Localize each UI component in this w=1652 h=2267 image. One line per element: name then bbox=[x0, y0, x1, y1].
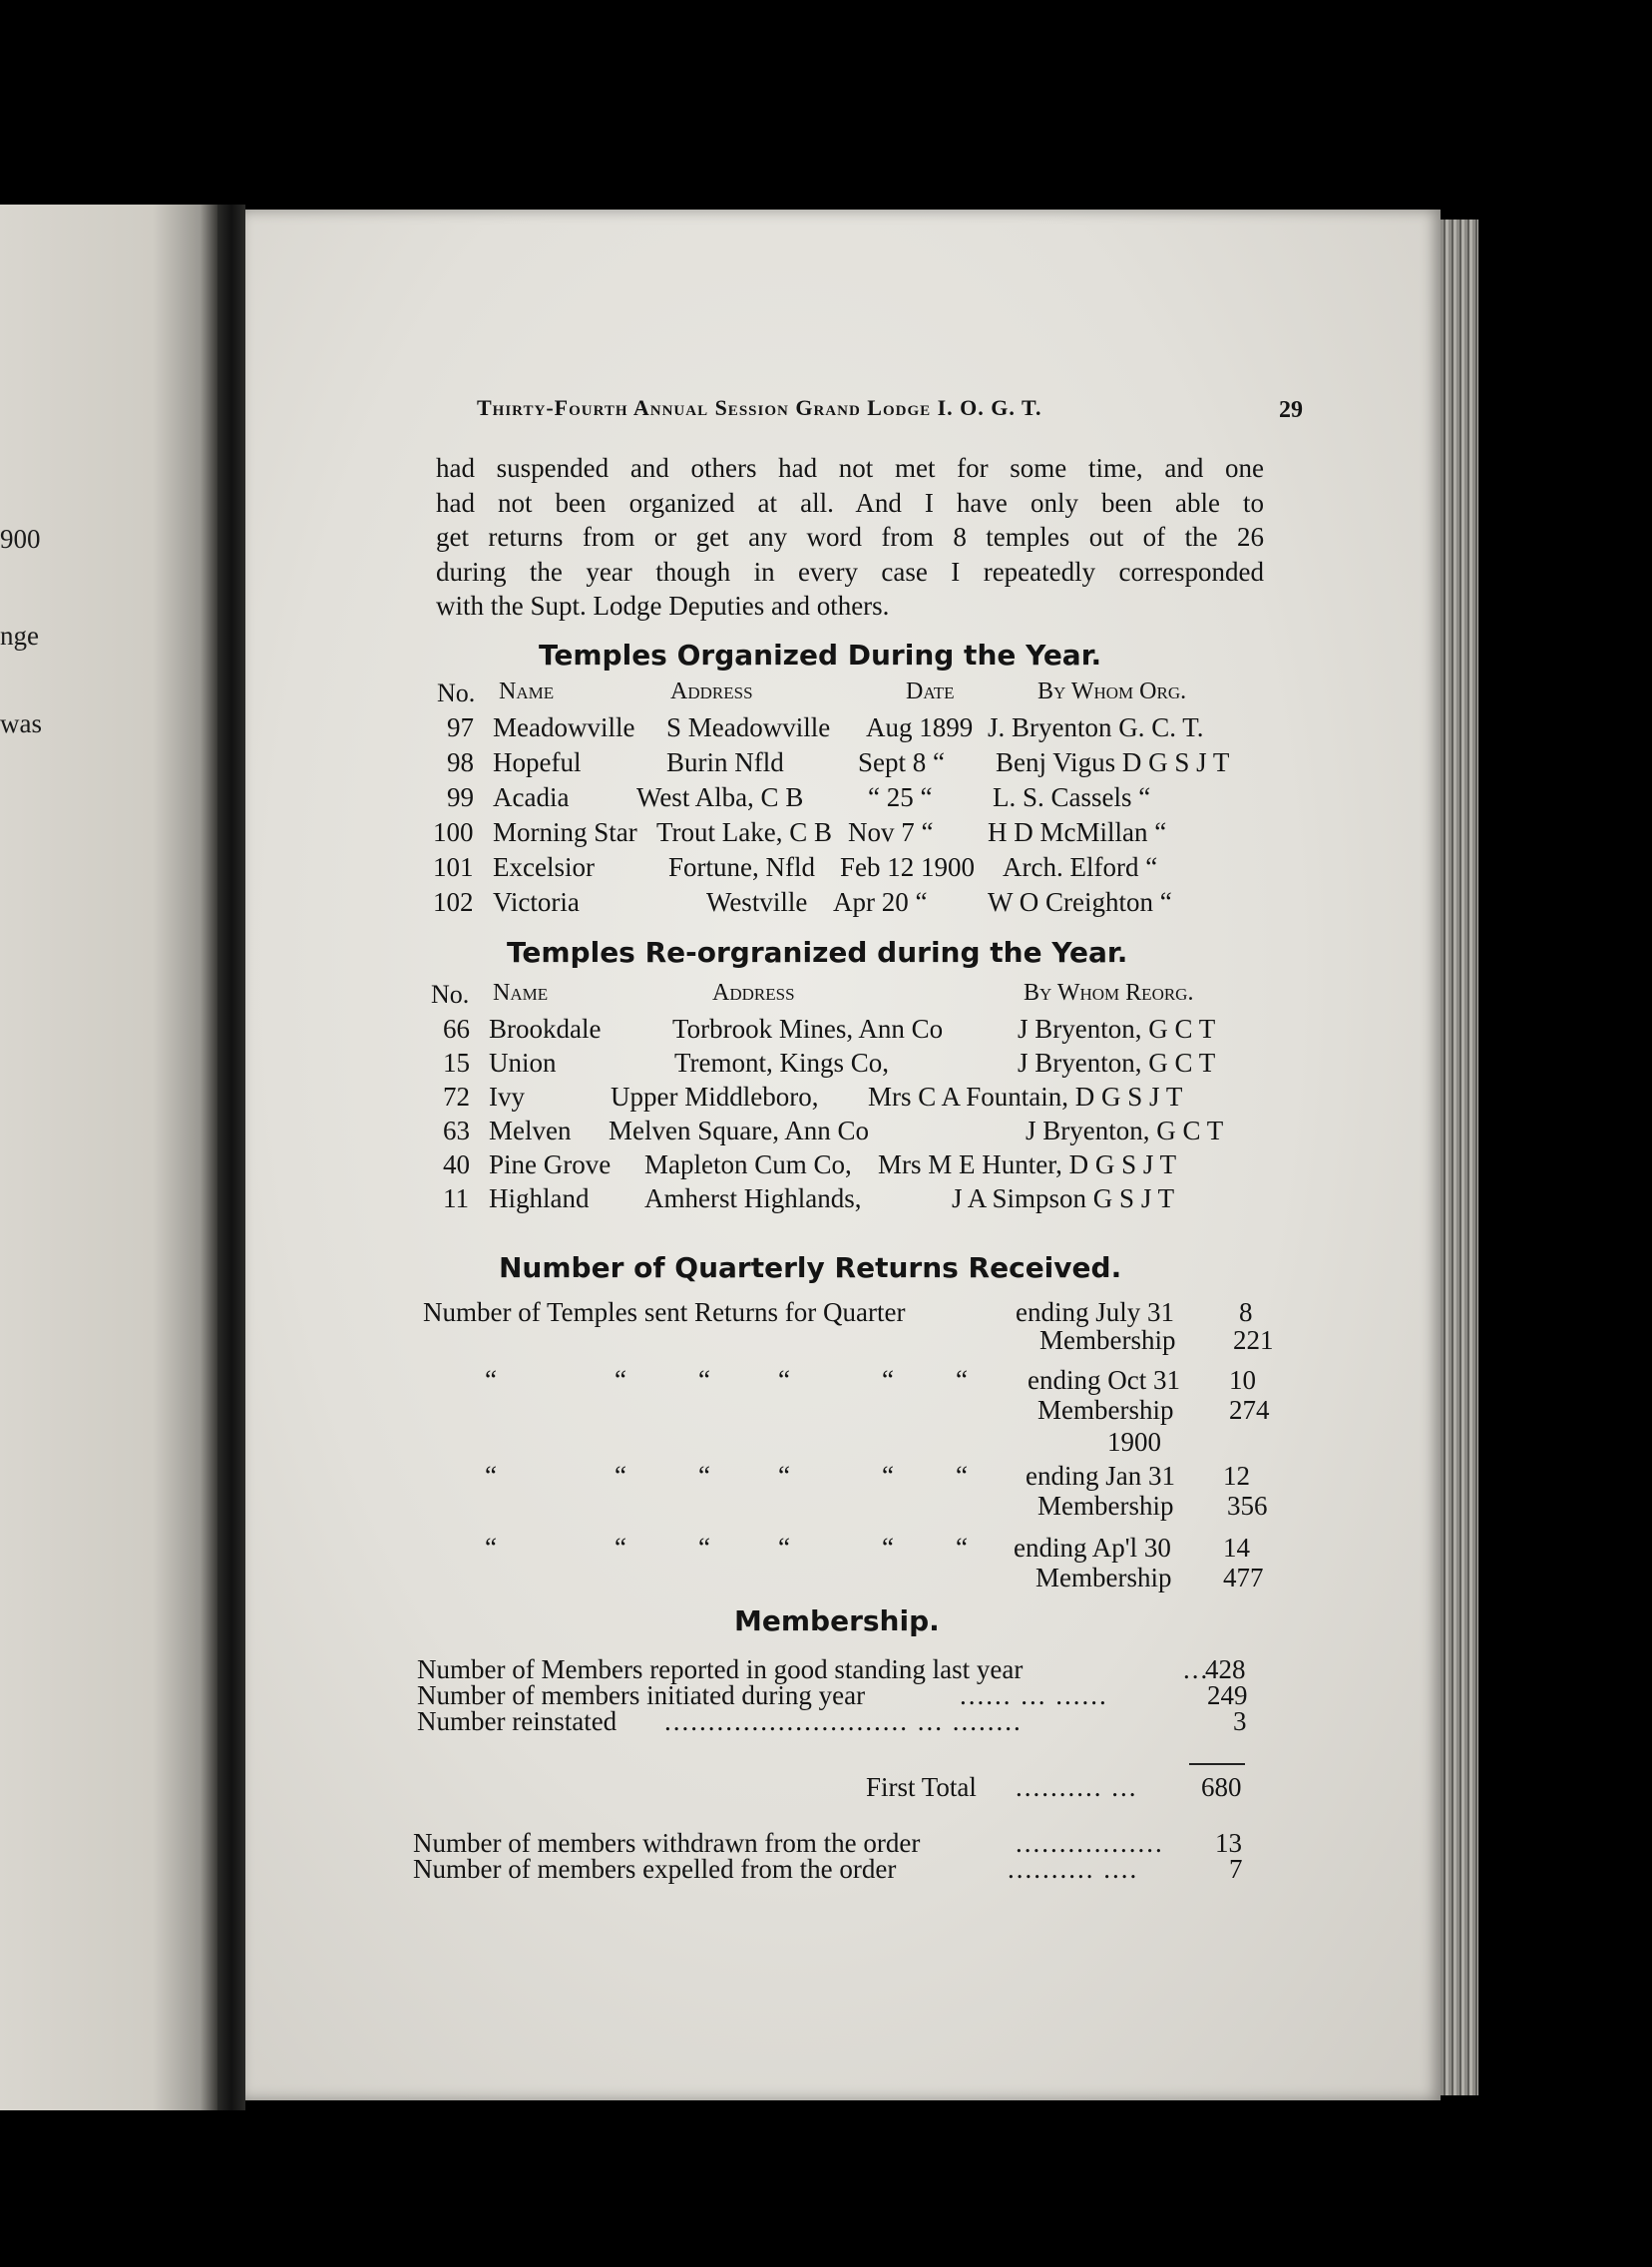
cell-by: L. S. Cassels “ bbox=[993, 782, 1151, 812]
ditto-mark: “ bbox=[615, 1461, 626, 1491]
quarter-membership: 274 bbox=[1229, 1395, 1270, 1425]
table-header-row bbox=[429, 980, 1277, 1014]
cell-name: Victoria bbox=[493, 887, 580, 917]
left-page-fragment: 900 bbox=[0, 524, 41, 554]
left-page-fragment: was bbox=[0, 708, 42, 738]
membership-line-value: 428 bbox=[1205, 1654, 1246, 1684]
ditto-mark: “ bbox=[956, 1365, 968, 1395]
intro-paragraph bbox=[436, 451, 1264, 624]
cell-name: Brookdale bbox=[489, 1014, 602, 1044]
table-row bbox=[429, 1183, 1277, 1217]
quarter-membership: 221 bbox=[1233, 1325, 1274, 1355]
cell-by: J Bryenton, G C T bbox=[1026, 1116, 1224, 1145]
membership-heading: Membership. bbox=[734, 1604, 940, 1637]
col-address: Address bbox=[712, 980, 795, 1006]
cell-address: Amherst Highlands, bbox=[644, 1183, 862, 1213]
membership-line: Number of Members reported in good standing last year ... 428 bbox=[417, 1654, 1246, 1684]
intro-line: during the year though in every case I repeatedly corresponded bbox=[436, 556, 1264, 587]
deduction-value: 13 bbox=[1215, 1828, 1242, 1858]
deduction-line: Number of members withdrawn from the order ................. 13 bbox=[413, 1828, 1242, 1858]
table-row bbox=[429, 747, 1277, 781]
cell-no: 99 bbox=[447, 782, 474, 812]
cell-name: Morning Star bbox=[493, 817, 637, 847]
col-no: No. bbox=[437, 679, 476, 707]
cell-name: Ivy bbox=[489, 1082, 525, 1112]
cell-name: Pine Grove bbox=[489, 1149, 612, 1179]
membership-label: Membership bbox=[1037, 1491, 1174, 1521]
cell-date: “ 25 “ bbox=[868, 782, 933, 812]
col-name: Name bbox=[499, 679, 555, 704]
cell-date: Aug 1899 bbox=[866, 712, 974, 742]
ditto-mark: “ bbox=[485, 1461, 497, 1491]
cell-address: Trout Lake, C B bbox=[656, 817, 833, 847]
total-rule bbox=[1189, 1763, 1245, 1765]
quarter-row bbox=[419, 1533, 1277, 1567]
cell-no: 11 bbox=[443, 1183, 469, 1213]
ditto-mark: “ bbox=[615, 1365, 626, 1395]
ditto-mark: “ bbox=[485, 1533, 497, 1563]
cell-name: Highland bbox=[489, 1183, 590, 1213]
year-note-row bbox=[419, 1427, 1277, 1461]
cell-no: 40 bbox=[443, 1149, 470, 1179]
ditto-mark: “ bbox=[485, 1365, 497, 1395]
quarterly-intro: Number of Temples sent Returns for Quarter bbox=[423, 1297, 906, 1327]
col-date: Date bbox=[906, 679, 955, 704]
quarterly-heading: Number of Quarterly Returns Received. bbox=[499, 1251, 1122, 1284]
col-no: No. bbox=[431, 980, 470, 1009]
table-row bbox=[429, 1116, 1277, 1149]
cell-name: Meadowville bbox=[493, 712, 635, 742]
cell-no: 66 bbox=[443, 1014, 470, 1044]
col-address: Address bbox=[670, 679, 753, 704]
ditto-mark: “ bbox=[956, 1533, 968, 1563]
cell-by: W O Creighton “ bbox=[988, 887, 1172, 917]
quarter-row bbox=[419, 1461, 1277, 1495]
table-row bbox=[429, 817, 1277, 851]
cell-by: H D McMillan “ bbox=[988, 817, 1167, 847]
running-header: Thirty-Fourth Annual Session Grand Lodge I. O. G. T. bbox=[477, 395, 1042, 420]
cell-address: Upper Middleboro, bbox=[611, 1082, 819, 1112]
ditto-mark: “ bbox=[698, 1365, 710, 1395]
cell-by: J A Simpson G S J T bbox=[952, 1183, 1175, 1213]
membership-line: Number reinstated ............................ ... ........ 3 bbox=[417, 1706, 1247, 1736]
cell-name: Excelsior bbox=[493, 852, 595, 882]
quarter-ending: ending Ap'l 30 bbox=[1014, 1533, 1171, 1563]
organized-heading: Temples Organized During the Year. bbox=[539, 639, 1102, 672]
cell-date: Feb 12 1900 bbox=[840, 852, 975, 882]
ditto-mark: “ bbox=[956, 1461, 968, 1491]
left-page bbox=[0, 205, 217, 2110]
cell-no: 100 bbox=[433, 817, 474, 847]
cell-name: Acadia bbox=[493, 782, 570, 812]
organized-table bbox=[429, 675, 1277, 934]
cell-no: 102 bbox=[433, 887, 474, 917]
membership-row bbox=[419, 1325, 1277, 1359]
membership-row bbox=[419, 1491, 1277, 1525]
membership-row bbox=[419, 1563, 1277, 1596]
intro-line: had suspended and others had not met for some time, and one bbox=[436, 453, 1264, 483]
quarter-ending: ending Jan 31 bbox=[1026, 1461, 1175, 1491]
membership-label: Membership bbox=[1039, 1325, 1176, 1355]
cell-name: Hopeful bbox=[493, 747, 582, 777]
deduction-line: Number of members expelled from the order .......... .... 7 bbox=[413, 1854, 1243, 1884]
intro-line: had not been organized at all. And I have only been able to bbox=[436, 487, 1264, 518]
cell-name: Union bbox=[489, 1048, 557, 1078]
ditto-mark: “ bbox=[778, 1461, 790, 1491]
membership-section bbox=[413, 1652, 1261, 1912]
col-by-whom: By Whom Org. bbox=[1037, 679, 1187, 704]
ditto-mark: “ bbox=[882, 1461, 894, 1491]
deduction-value: 7 bbox=[1229, 1854, 1243, 1884]
intro-line: with the Supt. Lodge Deputies and others. bbox=[436, 591, 890, 621]
book-gutter bbox=[217, 205, 245, 2110]
cell-address: Westville bbox=[706, 887, 808, 917]
membership-line-value: 3 bbox=[1233, 1706, 1247, 1736]
membership-line-label: Number of members initiated during year bbox=[417, 1680, 866, 1710]
quarter-temples: 8 bbox=[1239, 1297, 1253, 1327]
cell-by: Mrs M E Hunter, D G S J T bbox=[878, 1149, 1177, 1179]
cell-by: J Bryenton, G C T bbox=[1018, 1048, 1216, 1078]
cell-address: Fortune, Nfld bbox=[668, 852, 815, 882]
first-total-line: First Total .......... ... 680 bbox=[866, 1772, 1242, 1802]
cell-date: Nov 7 “ bbox=[848, 817, 934, 847]
cell-no: 72 bbox=[443, 1082, 470, 1112]
quarter-temples: 12 bbox=[1223, 1461, 1250, 1491]
cell-name: Melven bbox=[489, 1116, 572, 1145]
table-row bbox=[429, 712, 1277, 746]
ditto-mark: “ bbox=[698, 1461, 710, 1491]
cell-address: Burin Nfld bbox=[666, 747, 784, 777]
membership-line: Number of members initiated during year ...... ... ...... 249 bbox=[417, 1680, 1248, 1710]
col-name: Name bbox=[493, 980, 549, 1006]
table-row bbox=[429, 1082, 1277, 1116]
table-row bbox=[429, 782, 1277, 816]
cell-no: 101 bbox=[433, 852, 474, 882]
cell-date: Sept 8 “ bbox=[858, 747, 945, 777]
cell-date: Apr 20 “ bbox=[833, 887, 928, 917]
ditto-mark: “ bbox=[778, 1533, 790, 1563]
page-edge bbox=[1441, 220, 1478, 2095]
table-header-row bbox=[429, 679, 1277, 712]
membership-line-label: Number of Members reported in good standing last year bbox=[417, 1654, 1024, 1684]
cell-by: Benj Vigus D G S J T bbox=[996, 747, 1230, 777]
cell-by: J Bryenton, G C T bbox=[1018, 1014, 1216, 1044]
ditto-mark: “ bbox=[882, 1533, 894, 1563]
cell-no: 15 bbox=[443, 1048, 470, 1078]
membership-line-label: Number reinstated bbox=[417, 1706, 618, 1736]
year-note: 1900 bbox=[1107, 1427, 1161, 1457]
intro-line: get returns from or get any word from 8 temples out of the 26 bbox=[436, 522, 1264, 552]
membership-label: Membership bbox=[1035, 1563, 1172, 1592]
quarter-ending: ending Oct 31 bbox=[1028, 1365, 1180, 1395]
table-row bbox=[429, 887, 1277, 921]
cell-address: Torbrook Mines, Ann Co bbox=[672, 1014, 944, 1044]
quarter-temples: 14 bbox=[1223, 1533, 1250, 1563]
cell-address: Mapleton Cum Co, bbox=[644, 1149, 852, 1179]
quarterly-section bbox=[419, 1293, 1277, 1602]
cell-address: Tremont, Kings Co, bbox=[674, 1048, 890, 1078]
col-by-whom: By Whom Reorg. bbox=[1024, 980, 1194, 1006]
membership-label: Membership bbox=[1037, 1395, 1174, 1425]
cell-address: Melven Square, Ann Co bbox=[609, 1116, 869, 1145]
membership-line-value: 249 bbox=[1207, 1680, 1248, 1710]
quarter-row bbox=[419, 1365, 1277, 1399]
first-total-label: First Total bbox=[866, 1772, 977, 1802]
left-page-fragment: nge bbox=[0, 621, 39, 651]
membership-row bbox=[419, 1395, 1277, 1429]
table-row bbox=[429, 1014, 1277, 1048]
quarter-ending: ending July 31 bbox=[1016, 1297, 1174, 1327]
cell-address: West Alba, C B bbox=[636, 782, 804, 812]
quarter-temples: 10 bbox=[1229, 1365, 1256, 1395]
ditto-mark: “ bbox=[615, 1533, 626, 1563]
reorganized-table bbox=[429, 978, 1277, 1227]
ditto-mark: “ bbox=[698, 1533, 710, 1563]
cell-by: Arch. Elford “ bbox=[1003, 852, 1158, 882]
ditto-mark: “ bbox=[882, 1365, 894, 1395]
deduction-label: Number of members expelled from the order bbox=[413, 1854, 897, 1884]
deduction-label: Number of members withdrawn from the order bbox=[413, 1828, 921, 1858]
reorganized-heading: Temples Re-orgranized during the Year. bbox=[507, 936, 1128, 969]
cell-by: Mrs C A Fountain, D G S J T bbox=[868, 1082, 1183, 1112]
cell-no: 98 bbox=[447, 747, 474, 777]
quarter-membership: 356 bbox=[1227, 1491, 1268, 1521]
page-number: 29 bbox=[1279, 397, 1303, 423]
cell-no: 97 bbox=[447, 712, 474, 742]
first-total-value: 680 bbox=[1201, 1772, 1242, 1802]
ditto-mark: “ bbox=[778, 1365, 790, 1395]
cell-no: 63 bbox=[443, 1116, 470, 1145]
quarter-membership: 477 bbox=[1223, 1563, 1264, 1592]
table-row bbox=[429, 852, 1277, 886]
cell-address: S Meadowville bbox=[666, 712, 831, 742]
table-row bbox=[429, 1149, 1277, 1183]
cell-by: J. Bryenton G. C. T. bbox=[988, 712, 1204, 742]
table-row bbox=[429, 1048, 1277, 1082]
